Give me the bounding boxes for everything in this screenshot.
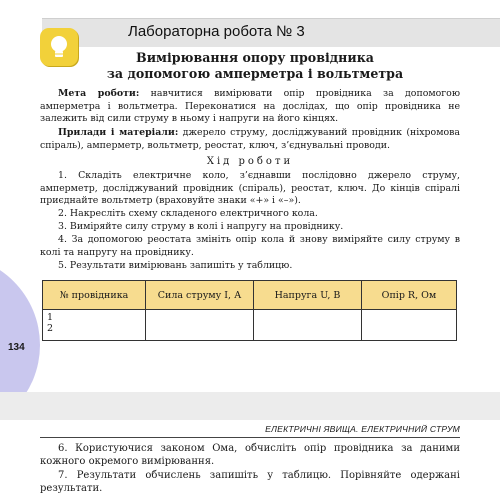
goal-text: навчитися вимірювати опір провідника за допомогою амперметра і вольтметра. Переконатися на дослідах, що опір провідника не залежить від сили струму в ньому і напруги на його кінцях. xyxy=(40,88,460,124)
lab-title: Лабораторна робота № 3 xyxy=(128,23,305,40)
col-current: Сила струму I, А xyxy=(146,281,254,310)
row-numbers-cell xyxy=(43,310,146,341)
col-voltage: Напруга U, В xyxy=(254,281,362,310)
voltage-cell xyxy=(254,310,362,341)
current-cell xyxy=(146,310,254,341)
running-header: ЕЛЕКТРИЧНІ ЯВИЩА. ЕЛЕКТРИЧНИЙ СТРУМ xyxy=(265,424,460,434)
materials-paragraph xyxy=(40,127,460,152)
subtitle-line-1: Вимірювання опору провідника xyxy=(136,50,374,65)
row-number-1: 1 xyxy=(47,312,54,323)
textbook-page-next xyxy=(0,420,500,500)
resistance-cell xyxy=(362,310,457,341)
page-gap xyxy=(0,392,500,420)
col-resistance: Опір R, Ом xyxy=(362,281,457,310)
step-6: 6. Користуючися законом Ома, обчисліть опір провідника за даними кожного окремого вимірювання. xyxy=(40,443,460,467)
step-7: 7. Результати обчислень запишіть у таблицю. Порівняйте одержані результати. xyxy=(40,470,460,494)
table-header-row xyxy=(43,281,457,310)
step-4: 4. За допомогою реостата змініть опір кола й знову виміряйте силу струму в колі та напругу на провіднику. xyxy=(40,234,460,258)
procedure-heading: Хід роботи xyxy=(206,156,294,167)
materials-label: Прилади і матеріали: xyxy=(58,127,179,138)
page-number: 134 xyxy=(8,342,25,353)
subtitle-line-2: за допомогою амперметра і вольтметра xyxy=(106,66,404,81)
lab-subtitle xyxy=(90,50,420,82)
header-rule xyxy=(40,437,460,438)
lightbulb-icon xyxy=(40,28,78,66)
step-3: 3. Виміряйте силу струму в колі і напругу на провіднику. xyxy=(58,221,344,232)
table-row xyxy=(43,310,457,341)
materials-text: джерело струму, досліджуваний провідник (ніхромова спіраль), амперметр, вольтметр, реостат, ключ, з’єднувальні проводи. xyxy=(40,127,460,151)
goal-paragraph xyxy=(40,88,460,126)
step-5: 5. Результати вимірювань запишіть у таблицю. xyxy=(58,260,293,271)
step-2: 2. Накресліть схему складеного електричного кола. xyxy=(58,208,318,219)
goal-label: Мета роботи: xyxy=(58,88,140,99)
step-1: 1. Складіть електричне коло, з’єднавши послідовно джерело струму, амперметр, досліджуваний провідник (спіраль), реостат, ключ. До кінців спіралі приєднайте вольтметр (враховуйте знаки «+» і «–»). xyxy=(40,170,460,206)
row-number-2: 2 xyxy=(47,323,54,334)
results-table xyxy=(42,280,457,341)
col-conductor-number: № провідника xyxy=(43,281,146,310)
